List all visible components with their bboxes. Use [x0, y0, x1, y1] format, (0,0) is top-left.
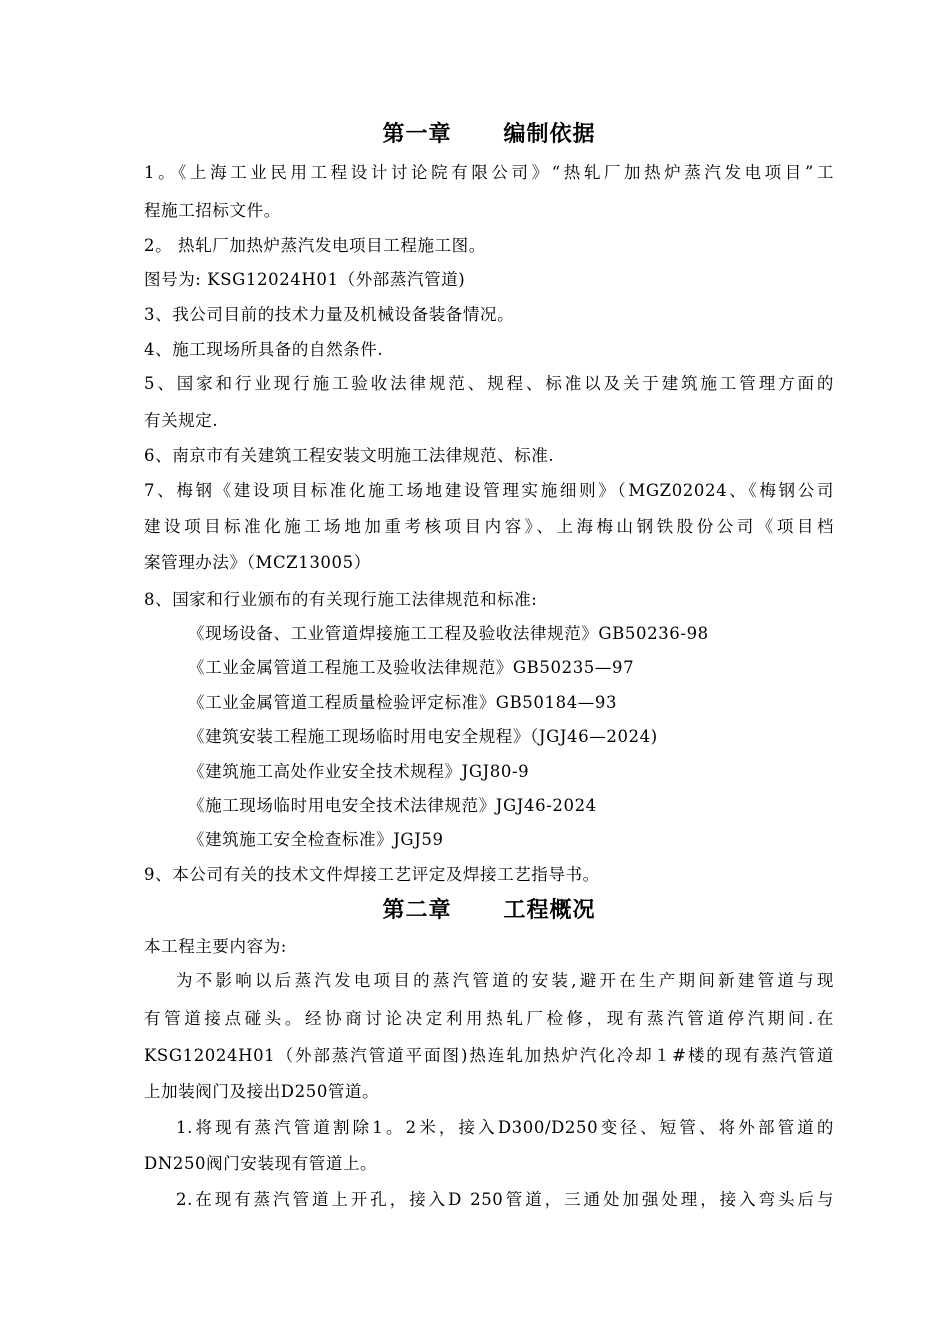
basis-item-1-line-1: 1。《上海工业民用工程设计讨论院有限公司》“热轧厂加热炉蒸汽发电项目”工	[144, 163, 834, 182]
standard-item: 《现场设备、工业管道焊接施工工程及验收法律规范》GB50236-98	[188, 624, 709, 643]
standard-item: 《建筑施工高处作业安全技术规程》JGJ80-9	[188, 762, 530, 781]
standard-item: 《施工现场临时用电安全技术法律规范》JGJ46-2024	[188, 796, 597, 815]
drawing-number: 图号为: KSG12024H01（外部蒸汽管道)	[144, 270, 466, 289]
chapter-1-title: 第一章 编制依据	[382, 121, 596, 147]
basis-item-7-line-2: 建设项目标准化施工场地加重考核项目内容》、上海梅山钢铁股份公司《项目档	[144, 517, 834, 536]
basis-item-4: 4、施工现场所具备的自然条件.	[144, 340, 384, 359]
chapter-2-title: 第二章 工程概况	[382, 897, 596, 923]
standard-item: 《工业金属管道工程施工及验收法律规范》GB50235—97	[188, 658, 635, 677]
scope-step-2-line-1: 2.在现有蒸汽管道上开孔，接入D 250管道，三通处加强处理，接入弯头后与	[176, 1190, 834, 1209]
basis-item-3: 3、我公司目前的技术力量及机械设备装备情况。	[144, 305, 515, 324]
standard-item: 《建筑施工安全检查标准》JGJ59	[188, 830, 444, 849]
basis-item-1-line-2: 程施工招标文件。	[144, 201, 281, 220]
basis-item-9: 9、本公司有关的技术文件焊接工艺评定及焊接工艺指导书。	[144, 865, 600, 884]
basis-item-5-line-2: 有关规定.	[144, 411, 219, 430]
scope-step-1-line-1: 1.将现有蒸汽管道割除1。2米，接入D300/D250变径、短管、将外部管道的	[176, 1118, 834, 1137]
standard-item: 《工业金属管道工程质量检验评定标准》GB50184—93	[188, 693, 618, 712]
basis-item-5-line-1: 5、国家和行业现行施工验收法律规范、规程、标准以及关于建筑施工管理方面的	[144, 374, 834, 393]
scope-paragraph-line-1: 为不影响以后蒸汽发电项目的蒸汽管道的安装,避开在生产期间新建管道与现	[176, 971, 834, 990]
scope-paragraph-line-2: 有管道接点碰头。经协商讨论决定利用热轧厂检修，现有蒸汽管道停汽期间.在	[144, 1009, 834, 1028]
scope-step-1-line-2: DN250阀门安装现有管道上。	[144, 1154, 378, 1173]
scope-paragraph-line-4: 上加装阀门及接出D250管道。	[144, 1082, 380, 1101]
basis-item-7-line-1: 7、梅钢《建设项目标准化施工场地建设管理实施细则》（MGZ02024、《梅钢公司	[144, 481, 834, 500]
scope-paragraph-line-3: KSG12024H01（外部蒸汽管道平面图)热连轧加热炉汽化冷却１#楼的现有蒸汽管道	[144, 1046, 834, 1065]
scope-intro: 本工程主要内容为:	[144, 937, 287, 956]
basis-item-6: 6、南京市有关建筑工程安装文明施工法律规范、标准.	[144, 446, 555, 465]
basis-item-2: 2。 热轧厂加热炉蒸汽发电项目工程施工图。	[144, 236, 486, 255]
standard-item: 《建筑安装工程施工现场临时用电安全规程》（JGJ46—2024)	[188, 727, 658, 746]
basis-item-8: 8、国家和行业颁布的有关现行施工法律规范和标准:	[144, 590, 538, 609]
basis-item-7-line-3: 案管理办法》（MCZ13005）	[144, 553, 371, 572]
